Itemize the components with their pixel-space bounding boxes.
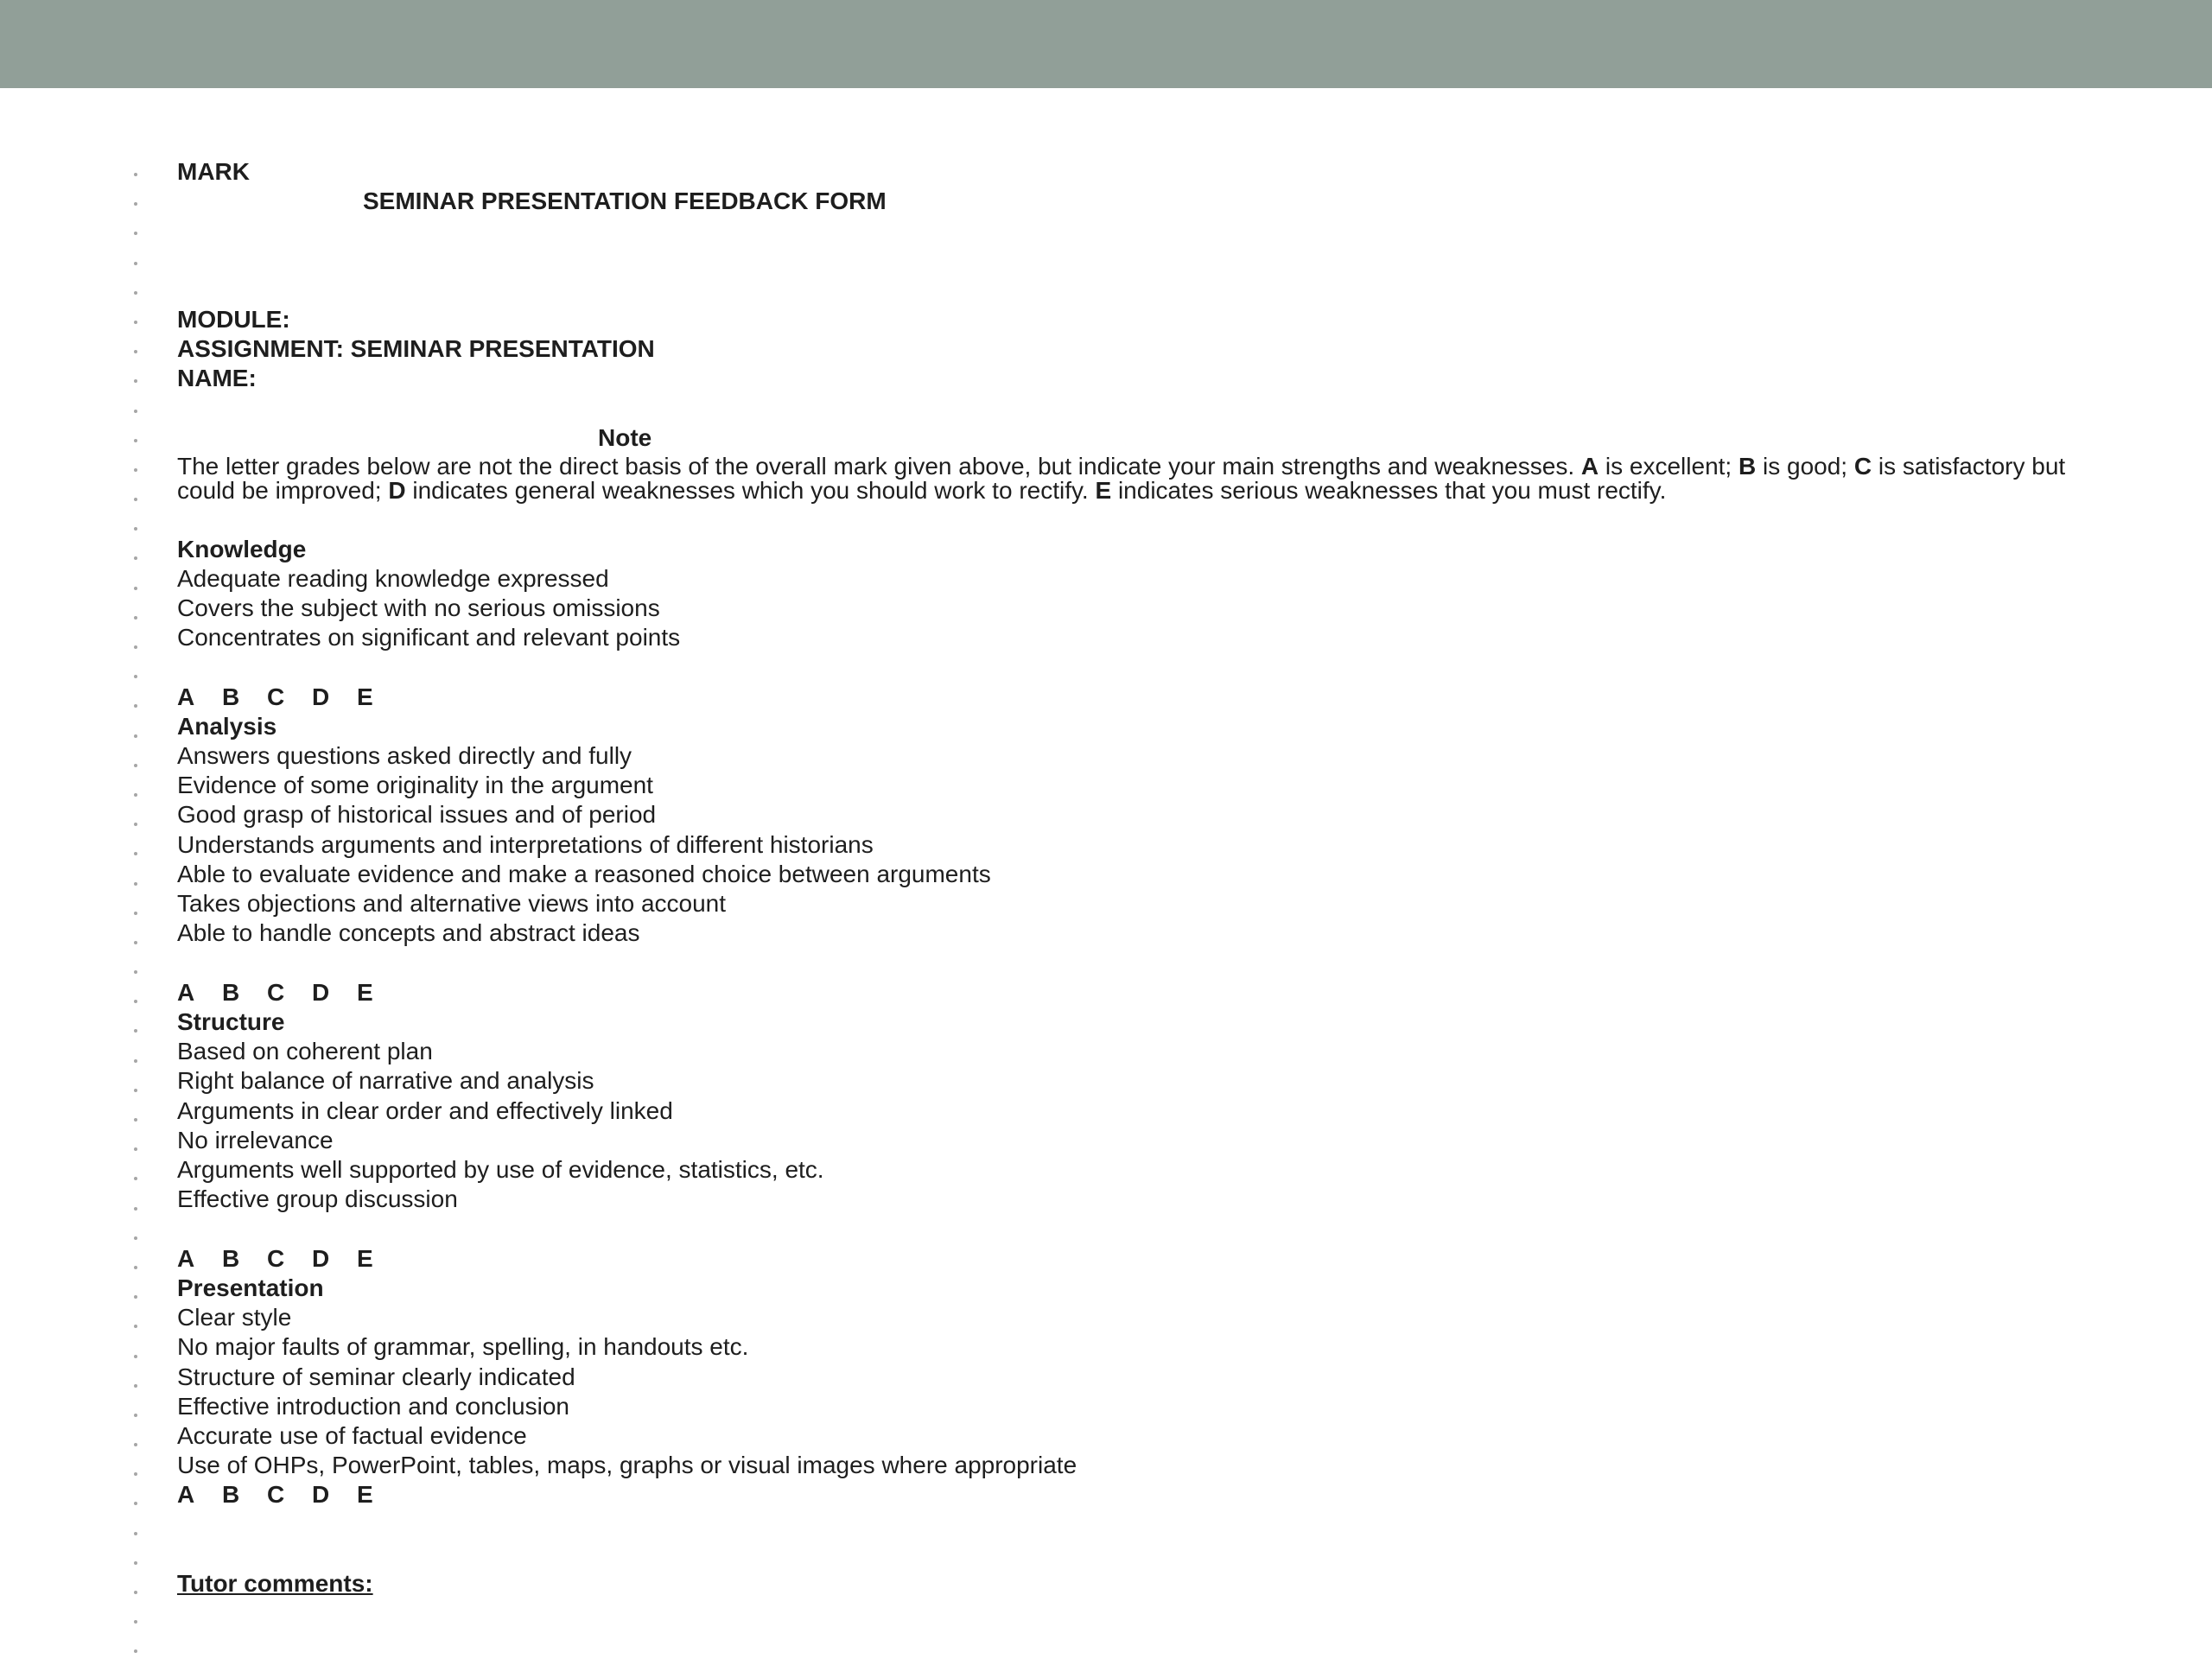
presentation-heading: Presentation xyxy=(177,1274,324,1301)
structure-item: No irrelevance xyxy=(177,1127,334,1153)
mark-label: MARK xyxy=(177,158,250,185)
presentation-item: No major faults of grammar, spelling, in handouts etc. xyxy=(177,1333,749,1360)
knowledge-item: Concentrates on significant and relevant points xyxy=(177,624,681,651)
structure-item: Arguments well supported by use of evidence, statistics, etc. xyxy=(177,1156,824,1183)
form-title: SEMINAR PRESENTATION FEEDBACK FORM xyxy=(363,187,887,214)
analysis-grades: A B C D E xyxy=(177,979,373,1006)
structure-item: Right balance of narrative and analysis xyxy=(177,1067,594,1094)
analysis-item: Able to handle concepts and abstract ideas xyxy=(177,919,640,946)
analysis-item: Good grasp of historical issues and of period xyxy=(177,801,657,828)
structure-grades: A B C D E xyxy=(177,1245,373,1272)
structure-item: Based on coherent plan xyxy=(177,1038,433,1064)
top-banner xyxy=(0,0,2212,88)
analysis-item: Understands arguments and interpretations of different historians xyxy=(177,831,874,858)
knowledge-item: Adequate reading knowledge expressed xyxy=(177,565,609,592)
structure-heading: Structure xyxy=(177,1008,285,1035)
analysis-item: Evidence of some originality in the argument xyxy=(177,772,653,798)
knowledge-heading: Knowledge xyxy=(177,536,307,562)
presentation-item: Effective introduction and conclusion xyxy=(177,1393,569,1420)
structure-item: Arguments in clear order and effectively linked xyxy=(177,1097,673,1124)
analysis-item: Takes objections and alternative views into account xyxy=(177,890,727,917)
bullet-column xyxy=(130,158,148,1665)
note-heading: Note xyxy=(598,424,652,451)
module-label: MODULE: xyxy=(177,306,290,333)
knowledge-grades: A B C D E xyxy=(177,683,373,710)
presentation-item: Use of OHPs, PowerPoint, tables, maps, graphs or visual images where appropriate xyxy=(177,1452,1077,1478)
name-label: NAME: xyxy=(177,365,257,391)
analysis-item: Answers questions asked directly and fully xyxy=(177,742,632,769)
presentation-item: Structure of seminar clearly indicated xyxy=(177,1363,575,1390)
assignment-label: ASSIGNMENT: SEMINAR PRESENTATION xyxy=(177,335,655,362)
note-paragraph: The letter grades below are not the direct basis of the overall mark given above, but indicate your main strengths and weaknesses. A is excellent; B is good; C is satisfactory but could be improved; D indicates general weaknesses which you should work to rectify. E indicates serious weaknesses that you must rectify. xyxy=(177,453,2066,504)
analysis-item: Able to evaluate evidence and make a reasoned choice between arguments xyxy=(177,861,991,887)
presentation-item: Clear style xyxy=(177,1304,292,1331)
structure-item: Effective group discussion xyxy=(177,1185,458,1212)
tutor-comments-label: Tutor comments: xyxy=(177,1570,373,1597)
presentation-item: Accurate use of factual evidence xyxy=(177,1422,527,1449)
knowledge-item: Covers the subject with no serious omissions xyxy=(177,594,660,621)
presentation-grades: A B C D E xyxy=(177,1481,373,1508)
analysis-heading: Analysis xyxy=(177,713,277,740)
